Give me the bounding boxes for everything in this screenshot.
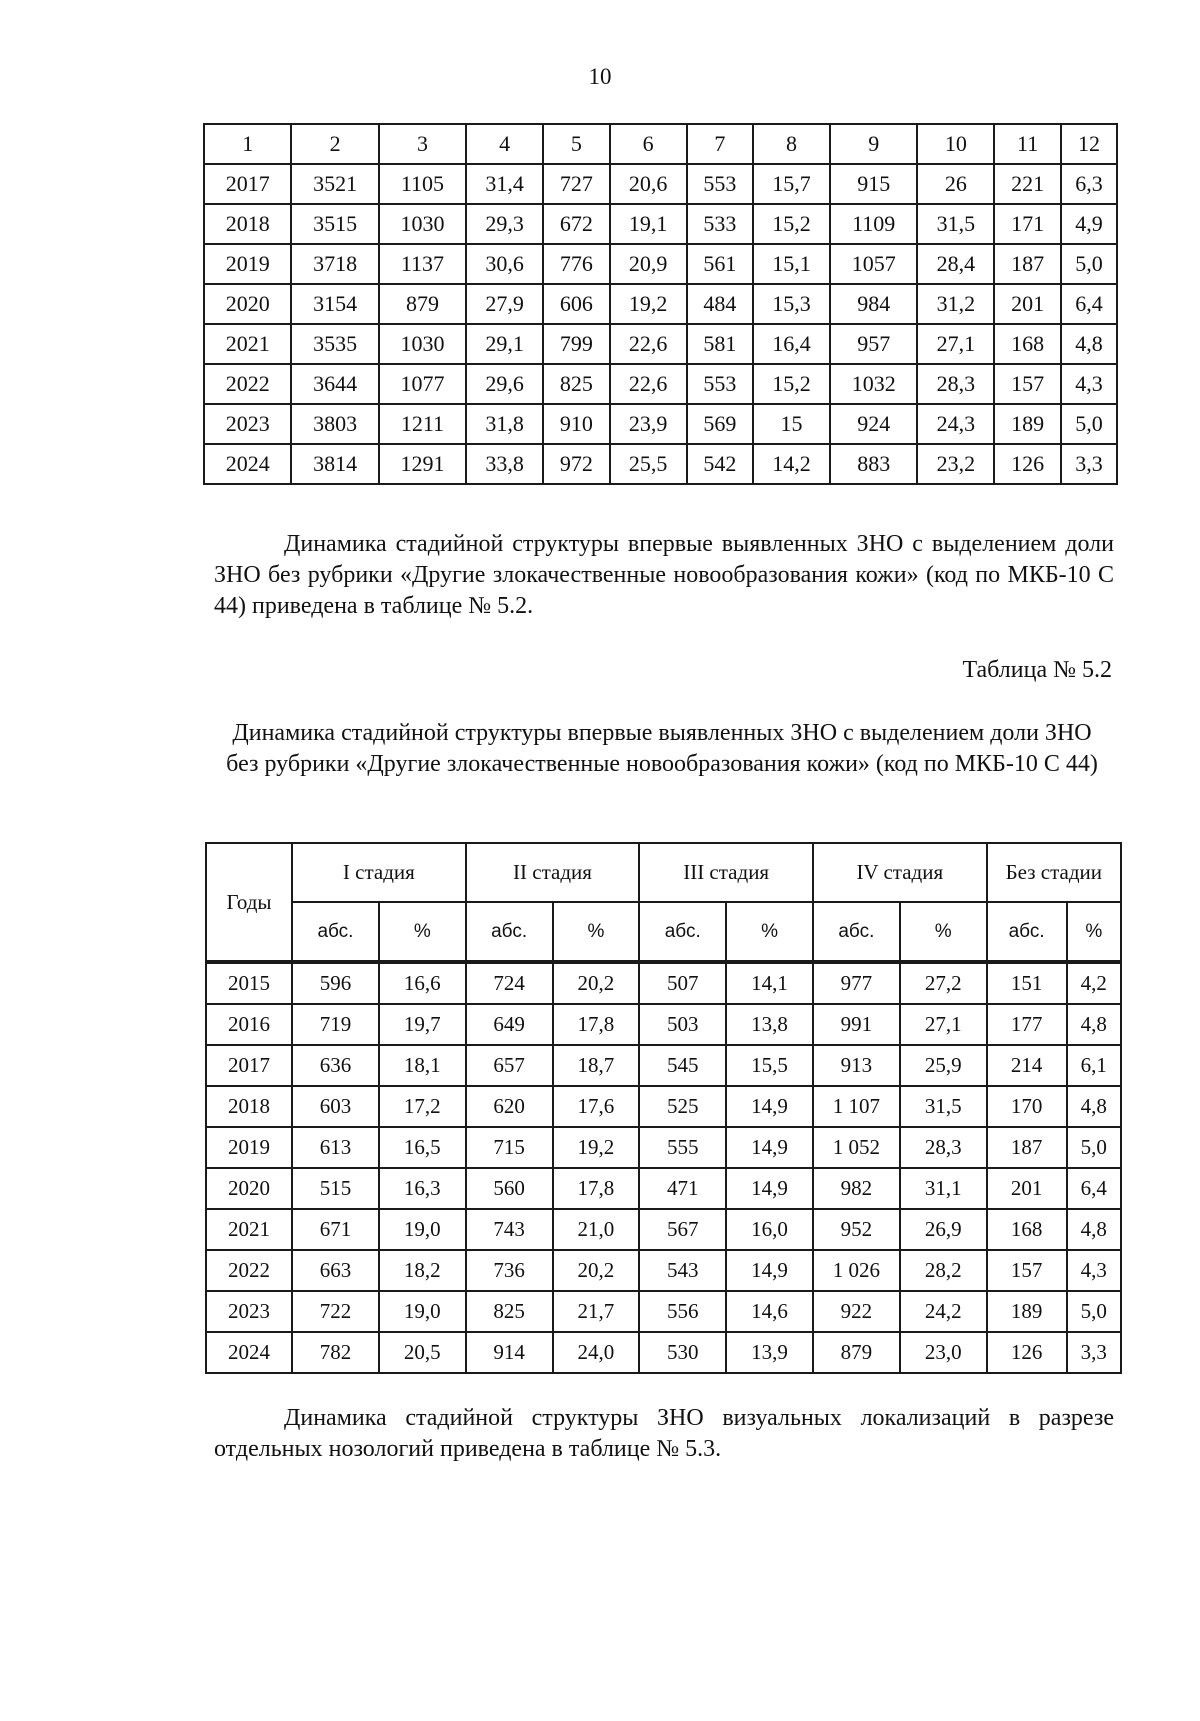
column-number: 5 — [543, 124, 610, 164]
table-row — [206, 1250, 1121, 1291]
table-cell: 606 — [543, 284, 610, 324]
years-header: Годы — [206, 843, 292, 962]
table-row — [206, 1004, 1121, 1045]
table-cell: 879 — [379, 284, 466, 324]
table-cell: 542 — [687, 444, 754, 484]
table-cell: 15,3 — [753, 284, 830, 324]
table-cell: 201 — [994, 284, 1061, 324]
table-cell: 567 — [639, 1209, 726, 1250]
table-row — [206, 1086, 1121, 1127]
table-cell: 31,8 — [466, 404, 543, 444]
stage-header: II стадия — [466, 843, 640, 902]
table-cell: 2022 — [206, 1250, 292, 1291]
table-cell: 1291 — [379, 444, 466, 484]
table-cell: 4,8 — [1067, 1086, 1121, 1127]
table-cell: 724 — [466, 962, 553, 1004]
column-number: 8 — [753, 124, 830, 164]
pct-header: % — [1067, 902, 1121, 962]
table-cell: 1077 — [379, 364, 466, 404]
table-cell: 14,6 — [726, 1291, 813, 1332]
table-cell: 507 — [639, 962, 726, 1004]
table-cell: 19,0 — [379, 1209, 466, 1250]
table-cell: 22,6 — [610, 324, 687, 364]
table-row — [204, 284, 1117, 324]
table-cell: 26,9 — [900, 1209, 987, 1250]
table1-header-row — [204, 124, 1117, 164]
table-cell: 27,1 — [900, 1004, 987, 1045]
table-cell: 18,7 — [553, 1045, 640, 1086]
table2-header-row-stages — [206, 843, 1121, 902]
table-cell: 2019 — [204, 244, 291, 284]
table-cell: 14,1 — [726, 962, 813, 1004]
table-cell: 19,0 — [379, 1291, 466, 1332]
column-number: 7 — [687, 124, 754, 164]
table-cell: 530 — [639, 1332, 726, 1373]
table-cell: 2015 — [206, 962, 292, 1004]
table-row — [206, 1291, 1121, 1332]
table-cell: 715 — [466, 1127, 553, 1168]
table-5-1-continuation — [203, 123, 1118, 485]
table-row — [204, 444, 1117, 484]
table-cell: 503 — [639, 1004, 726, 1045]
table-cell: 28,3 — [917, 364, 994, 404]
table-cell: 157 — [987, 1250, 1067, 1291]
table-cell: 2019 — [206, 1127, 292, 1168]
table-cell: 20,2 — [553, 1250, 640, 1291]
table-cell: 25,5 — [610, 444, 687, 484]
table-cell: 30,6 — [466, 244, 543, 284]
table-cell: 924 — [830, 404, 917, 444]
table-cell: 6,4 — [1067, 1168, 1121, 1209]
table-cell: 2021 — [204, 324, 291, 364]
table-cell: 3803 — [291, 404, 378, 444]
table-cell: 189 — [994, 404, 1061, 444]
table-cell: 3814 — [291, 444, 378, 484]
table-cell: 991 — [813, 1004, 900, 1045]
table-cell: 3154 — [291, 284, 378, 324]
table-cell: 543 — [639, 1250, 726, 1291]
table-cell: 4,2 — [1067, 962, 1121, 1004]
table-row — [204, 244, 1117, 284]
table-cell: 15,5 — [726, 1045, 813, 1086]
table-cell: 13,8 — [726, 1004, 813, 1045]
table-cell: 719 — [292, 1004, 379, 1045]
table-cell: 515 — [292, 1168, 379, 1209]
table-cell: 2022 — [204, 364, 291, 404]
table2-body — [206, 962, 1121, 1373]
table-cell: 613 — [292, 1127, 379, 1168]
table-cell: 31,4 — [466, 164, 543, 204]
table-cell: 33,8 — [466, 444, 543, 484]
table-cell: 977 — [813, 962, 900, 1004]
table-cell: 16,5 — [379, 1127, 466, 1168]
table-row — [206, 1045, 1121, 1086]
table-cell: 603 — [292, 1086, 379, 1127]
table-cell: 555 — [639, 1127, 726, 1168]
table-cell: 22,6 — [610, 364, 687, 404]
paragraph-table-5-3-intro: Динамика стадийной структуры ЗНО визуальных локализаций в разрезе отдельных нозологий приведена в таблице № 5.3. — [214, 1405, 1114, 1462]
table-row — [206, 962, 1121, 1004]
stage-header: III стадия — [639, 843, 813, 902]
pct-header: % — [379, 902, 466, 962]
table-cell: 671 — [292, 1209, 379, 1250]
abs-header: абс. — [639, 902, 726, 962]
table-cell: 29,1 — [466, 324, 543, 364]
table-cell: 4,8 — [1067, 1209, 1121, 1250]
table-cell: 23,9 — [610, 404, 687, 444]
table-cell: 620 — [466, 1086, 553, 1127]
table-cell: 14,9 — [726, 1250, 813, 1291]
table-cell: 15 — [753, 404, 830, 444]
paragraph-table-5-2-intro: Динамика стадийной структуры впервые выявленных ЗНО с выделением доли ЗНО без рубрики «Другие злокачественные новообразования кожи» (код по МКБ-10 С 44) приведена в таблице № 5.2. — [214, 531, 1114, 619]
table-cell: 19,1 — [610, 204, 687, 244]
table-cell: 31,2 — [917, 284, 994, 324]
table-cell: 19,2 — [553, 1127, 640, 1168]
table-cell: 18,2 — [379, 1250, 466, 1291]
table-cell: 18,1 — [379, 1045, 466, 1086]
table-cell: 3515 — [291, 204, 378, 244]
table-cell: 484 — [687, 284, 754, 324]
table-cell: 596 — [292, 962, 379, 1004]
table-cell: 2017 — [204, 164, 291, 204]
table-cell: 20,5 — [379, 1332, 466, 1373]
table-cell: 28,4 — [917, 244, 994, 284]
table-cell: 187 — [987, 1127, 1067, 1168]
table-cell: 776 — [543, 244, 610, 284]
column-number: 10 — [917, 124, 994, 164]
table-row — [206, 1209, 1121, 1250]
table-cell: 25,9 — [900, 1045, 987, 1086]
table-cell: 2018 — [206, 1086, 292, 1127]
table-cell: 14,9 — [726, 1168, 813, 1209]
table-cell: 19,2 — [610, 284, 687, 324]
table-cell: 957 — [830, 324, 917, 364]
table-cell: 982 — [813, 1168, 900, 1209]
table-cell: 799 — [543, 324, 610, 364]
table-cell: 21,0 — [553, 1209, 640, 1250]
table-cell: 16,4 — [753, 324, 830, 364]
table-cell: 170 — [987, 1086, 1067, 1127]
table-cell: 533 — [687, 204, 754, 244]
table-cell: 20,9 — [610, 244, 687, 284]
table-cell: 2021 — [206, 1209, 292, 1250]
column-number: 1 — [204, 124, 291, 164]
pct-header: % — [726, 902, 813, 962]
table-cell: 1 026 — [813, 1250, 900, 1291]
table-5-2-caption: Динамика стадийной структуры впервые выявленных ЗНО с выделением доли ЗНО без рубрики «Другие злокачественные новообразования кожи» (код по МКБ-10 С 44) — [226, 720, 1098, 777]
table-cell: 16,0 — [726, 1209, 813, 1250]
table-cell: 29,6 — [466, 364, 543, 404]
table-cell: 722 — [292, 1291, 379, 1332]
table-cell: 1 107 — [813, 1086, 900, 1127]
abs-header: абс. — [292, 902, 379, 962]
table-cell: 126 — [987, 1332, 1067, 1373]
table-cell: 2018 — [204, 204, 291, 244]
table-cell: 727 — [543, 164, 610, 204]
table-cell: 569 — [687, 404, 754, 444]
stage-header: I стадия — [292, 843, 466, 902]
table-row — [204, 404, 1117, 444]
table-cell: 24,3 — [917, 404, 994, 444]
table-row — [206, 1168, 1121, 1209]
table-cell: 15,7 — [753, 164, 830, 204]
table-cell: 15,2 — [753, 204, 830, 244]
table-cell: 2023 — [206, 1291, 292, 1332]
table-cell: 157 — [994, 364, 1061, 404]
table-cell: 6,4 — [1061, 284, 1117, 324]
table-cell: 2020 — [206, 1168, 292, 1209]
table-cell: 4,3 — [1067, 1250, 1121, 1291]
table-cell: 2024 — [204, 444, 291, 484]
table-5-2-label: Таблица № 5.2 — [962, 657, 1112, 683]
table-cell: 24,2 — [900, 1291, 987, 1332]
table-cell: 6,1 — [1067, 1045, 1121, 1086]
column-number: 2 — [291, 124, 378, 164]
table-cell: 743 — [466, 1209, 553, 1250]
table-cell: 782 — [292, 1332, 379, 1373]
table-cell: 4,8 — [1067, 1004, 1121, 1045]
table-cell: 17,2 — [379, 1086, 466, 1127]
table-cell: 3,3 — [1061, 444, 1117, 484]
table-cell: 922 — [813, 1291, 900, 1332]
table-cell: 15,1 — [753, 244, 830, 284]
table-cell: 20,2 — [553, 962, 640, 1004]
table-cell: 27,1 — [917, 324, 994, 364]
table-cell: 4,9 — [1061, 204, 1117, 244]
abs-header: абс. — [466, 902, 553, 962]
table-cell: 1030 — [379, 324, 466, 364]
table-cell: 736 — [466, 1250, 553, 1291]
table-cell: 16,6 — [379, 962, 466, 1004]
table-cell: 17,6 — [553, 1086, 640, 1127]
column-number: 11 — [994, 124, 1061, 164]
table-cell: 663 — [292, 1250, 379, 1291]
table-cell: 15,2 — [753, 364, 830, 404]
pct-header: % — [553, 902, 640, 962]
table-cell: 5,0 — [1067, 1291, 1121, 1332]
table-cell: 649 — [466, 1004, 553, 1045]
table-row — [204, 364, 1117, 404]
table-cell: 13,9 — [726, 1332, 813, 1373]
column-number: 6 — [610, 124, 687, 164]
table-cell: 883 — [830, 444, 917, 484]
table-cell: 560 — [466, 1168, 553, 1209]
table-cell: 16,3 — [379, 1168, 466, 1209]
pct-header: % — [900, 902, 987, 962]
table1-body — [204, 164, 1117, 484]
table-cell: 471 — [639, 1168, 726, 1209]
column-number: 4 — [466, 124, 543, 164]
table-cell: 1030 — [379, 204, 466, 244]
table-cell: 31,5 — [900, 1086, 987, 1127]
table-cell: 2024 — [206, 1332, 292, 1373]
table-cell: 545 — [639, 1045, 726, 1086]
table-cell: 28,3 — [900, 1127, 987, 1168]
table-cell: 27,9 — [466, 284, 543, 324]
table-cell: 4,3 — [1061, 364, 1117, 404]
table-cell: 553 — [687, 364, 754, 404]
table-cell: 1211 — [379, 404, 466, 444]
column-number: 12 — [1061, 124, 1117, 164]
page-number: 10 — [588, 64, 612, 89]
table-cell: 914 — [466, 1332, 553, 1373]
table-cell: 984 — [830, 284, 917, 324]
table-row — [206, 1332, 1121, 1373]
table-cell: 23,2 — [917, 444, 994, 484]
table-cell: 1105 — [379, 164, 466, 204]
table-cell: 3644 — [291, 364, 378, 404]
column-number: 9 — [830, 124, 917, 164]
abs-header: абс. — [987, 902, 1067, 962]
table-cell: 4,8 — [1061, 324, 1117, 364]
table-cell: 21,7 — [553, 1291, 640, 1332]
table-cell: 556 — [639, 1291, 726, 1332]
table-cell: 3,3 — [1067, 1332, 1121, 1373]
table-cell: 187 — [994, 244, 1061, 284]
abs-header: абс. — [813, 902, 900, 962]
table-cell: 915 — [830, 164, 917, 204]
table-cell: 1109 — [830, 204, 917, 244]
table-cell: 14,9 — [726, 1086, 813, 1127]
table-cell: 2017 — [206, 1045, 292, 1086]
table-row — [204, 324, 1117, 364]
table-cell: 2020 — [204, 284, 291, 324]
table-cell: 201 — [987, 1168, 1067, 1209]
table-cell: 1137 — [379, 244, 466, 284]
table-cell: 19,7 — [379, 1004, 466, 1045]
table-cell: 26 — [917, 164, 994, 204]
table1-header — [204, 124, 1117, 164]
table-cell: 879 — [813, 1332, 900, 1373]
table-cell: 5,0 — [1067, 1127, 1121, 1168]
table-cell: 5,0 — [1061, 404, 1117, 444]
table-cell: 1 052 — [813, 1127, 900, 1168]
table-cell: 910 — [543, 404, 610, 444]
table-cell: 214 — [987, 1045, 1067, 1086]
table-cell: 825 — [466, 1291, 553, 1332]
table-cell: 657 — [466, 1045, 553, 1086]
table-cell: 2023 — [204, 404, 291, 444]
table2-header-row-units — [206, 902, 1121, 962]
table-cell: 525 — [639, 1086, 726, 1127]
table-cell: 672 — [543, 204, 610, 244]
table-cell: 3535 — [291, 324, 378, 364]
table-cell: 825 — [543, 364, 610, 404]
table-cell: 29,3 — [466, 204, 543, 244]
table-cell: 31,5 — [917, 204, 994, 244]
table-cell: 14,9 — [726, 1127, 813, 1168]
table-cell: 28,2 — [900, 1250, 987, 1291]
table-cell: 3521 — [291, 164, 378, 204]
table-cell: 171 — [994, 204, 1061, 244]
table-cell: 20,6 — [610, 164, 687, 204]
table2-header — [206, 843, 1121, 962]
table-cell: 151 — [987, 962, 1067, 1004]
column-number: 3 — [379, 124, 466, 164]
table-cell: 168 — [987, 1209, 1067, 1250]
table-cell: 913 — [813, 1045, 900, 1086]
table-cell: 1032 — [830, 364, 917, 404]
table-cell: 581 — [687, 324, 754, 364]
table-cell: 126 — [994, 444, 1061, 484]
table-cell: 2016 — [206, 1004, 292, 1045]
table-cell: 3718 — [291, 244, 378, 284]
table-cell: 6,3 — [1061, 164, 1117, 204]
table-row — [204, 204, 1117, 244]
table-cell: 561 — [687, 244, 754, 284]
table-row — [206, 1127, 1121, 1168]
stage-header: IV стадия — [813, 843, 987, 902]
table-cell: 17,8 — [553, 1168, 640, 1209]
table-cell: 168 — [994, 324, 1061, 364]
table-5-2 — [205, 842, 1122, 1374]
table-cell: 636 — [292, 1045, 379, 1086]
table-cell: 1057 — [830, 244, 917, 284]
table-cell: 5,0 — [1061, 244, 1117, 284]
table-cell: 952 — [813, 1209, 900, 1250]
stage-header: Без стадии — [987, 843, 1121, 902]
table-cell: 23,0 — [900, 1332, 987, 1373]
table-cell: 177 — [987, 1004, 1067, 1045]
table-cell: 24,0 — [553, 1332, 640, 1373]
table-cell: 553 — [687, 164, 754, 204]
table-cell: 221 — [994, 164, 1061, 204]
table-cell: 31,1 — [900, 1168, 987, 1209]
table-cell: 27,2 — [900, 962, 987, 1004]
table-row — [204, 164, 1117, 204]
table-cell: 972 — [543, 444, 610, 484]
table-cell: 17,8 — [553, 1004, 640, 1045]
table-cell: 14,2 — [753, 444, 830, 484]
table-cell: 189 — [987, 1291, 1067, 1332]
